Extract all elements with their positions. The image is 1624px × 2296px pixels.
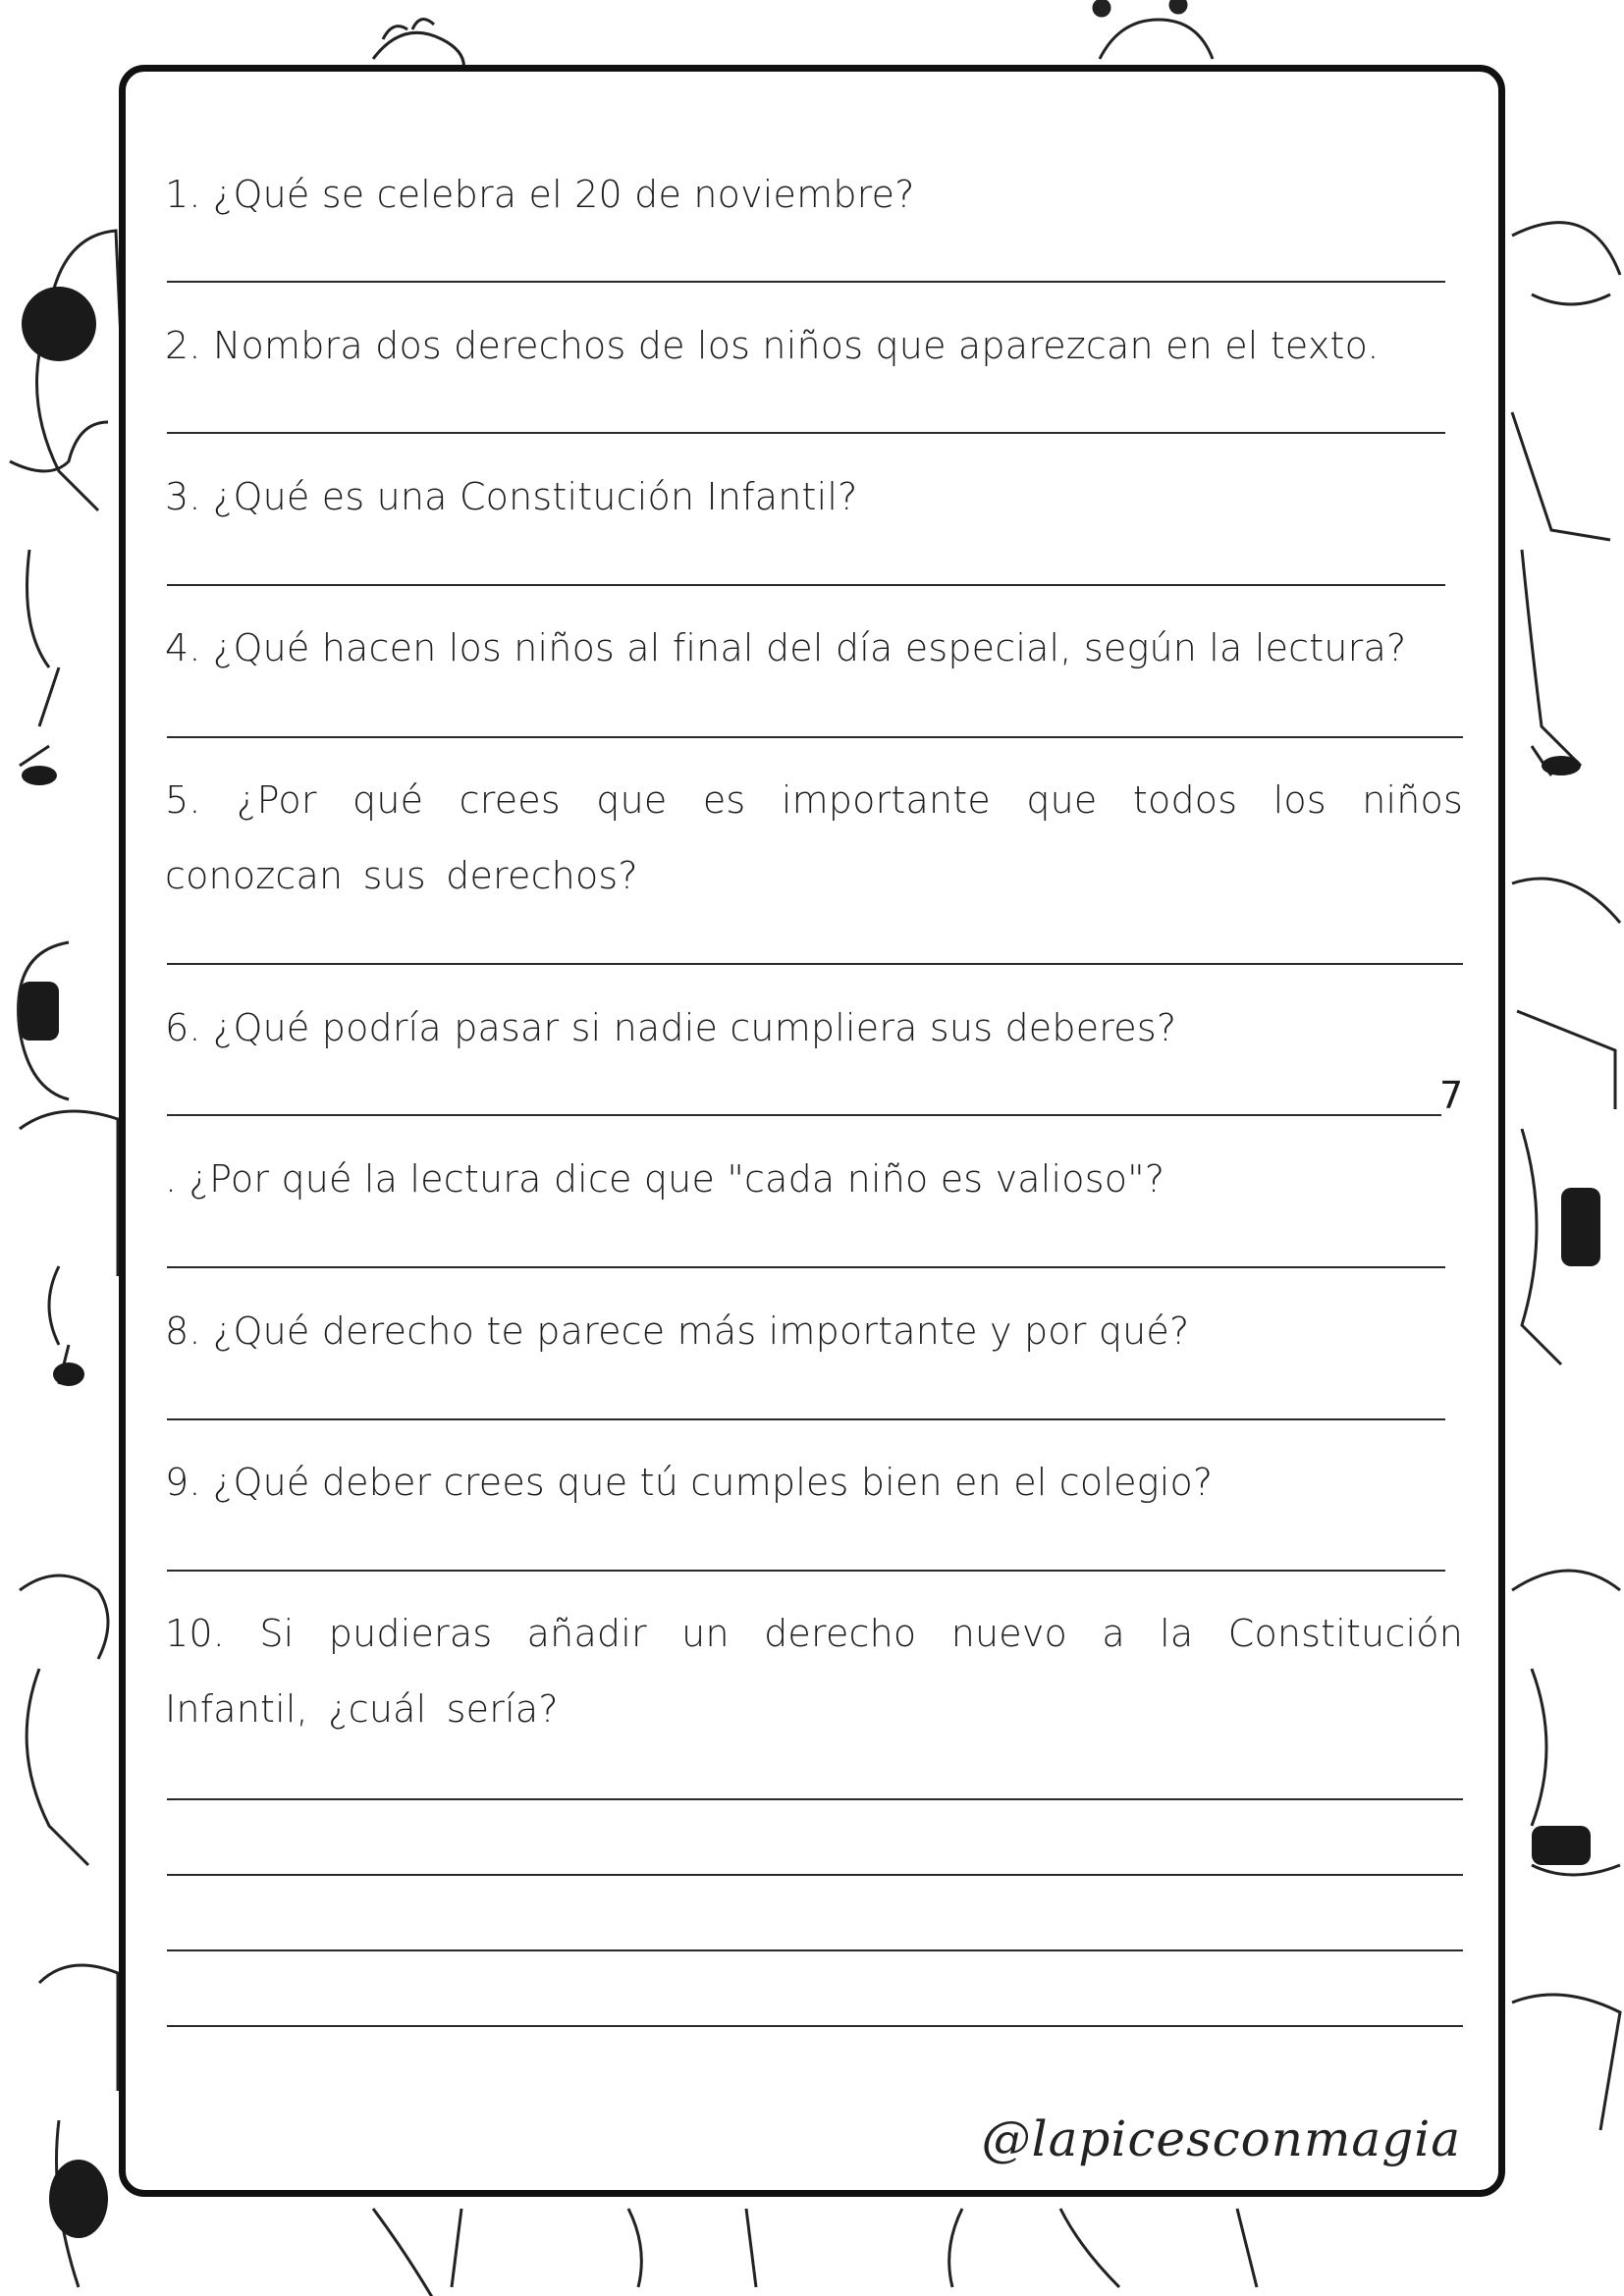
question-10: 10. Si pudieras añadir un derecho nuevo a la Constitución Infantil, ¿cuál sería?	[165, 1612, 1463, 1731]
answer-line-2[interactable]	[167, 432, 1445, 434]
answer-line-10b[interactable]	[167, 1874, 1463, 1876]
question-6: 6. ¿Qué podría pasar si nadie cumpliera sus deberes?	[165, 1006, 1177, 1049]
answer-line-9[interactable]	[167, 1570, 1445, 1572]
question-7: . ¿Por qué la lectura dice que "cada niño es valioso"?	[165, 1157, 1165, 1201]
question-8: 8. ¿Qué derecho te parece más importante y por qué?	[165, 1309, 1190, 1353]
answer-line-3[interactable]	[167, 584, 1445, 586]
answer-line-8[interactable]	[167, 1418, 1445, 1420]
signature: @lapicesconmagia	[981, 2110, 1461, 2167]
answer-line-10c[interactable]	[167, 1949, 1463, 1951]
answer-line-10d[interactable]	[167, 2025, 1463, 2027]
answer-line-6[interactable]	[167, 1114, 1441, 1116]
stray-number: 7	[1439, 1074, 1464, 1117]
answer-line-5[interactable]	[167, 963, 1463, 965]
answer-line-1[interactable]	[167, 281, 1445, 283]
question-2: 2. Nombra dos derechos de los niños que aparezcan en el texto.	[165, 324, 1380, 367]
question-3: 3. ¿Qué es una Constitución Infantil?	[165, 475, 858, 518]
question-4: 4. ¿Qué hacen los niños al final del día especial, según la lectura?	[165, 626, 1407, 669]
answer-line-10a[interactable]	[167, 1798, 1463, 1800]
worksheet-card	[119, 65, 1505, 2197]
question-5: 5. ¿Por qué crees que es importante que todos los niños conozcan sus derechos?	[165, 778, 1463, 897]
answer-line-7[interactable]	[167, 1266, 1445, 1268]
answer-line-4[interactable]	[167, 736, 1463, 738]
question-1: 1. ¿Qué se celebra el 20 de noviembre?	[165, 173, 915, 216]
question-9: 9. ¿Qué deber crees que tú cumples bien en el colegio?	[165, 1461, 1214, 1504]
